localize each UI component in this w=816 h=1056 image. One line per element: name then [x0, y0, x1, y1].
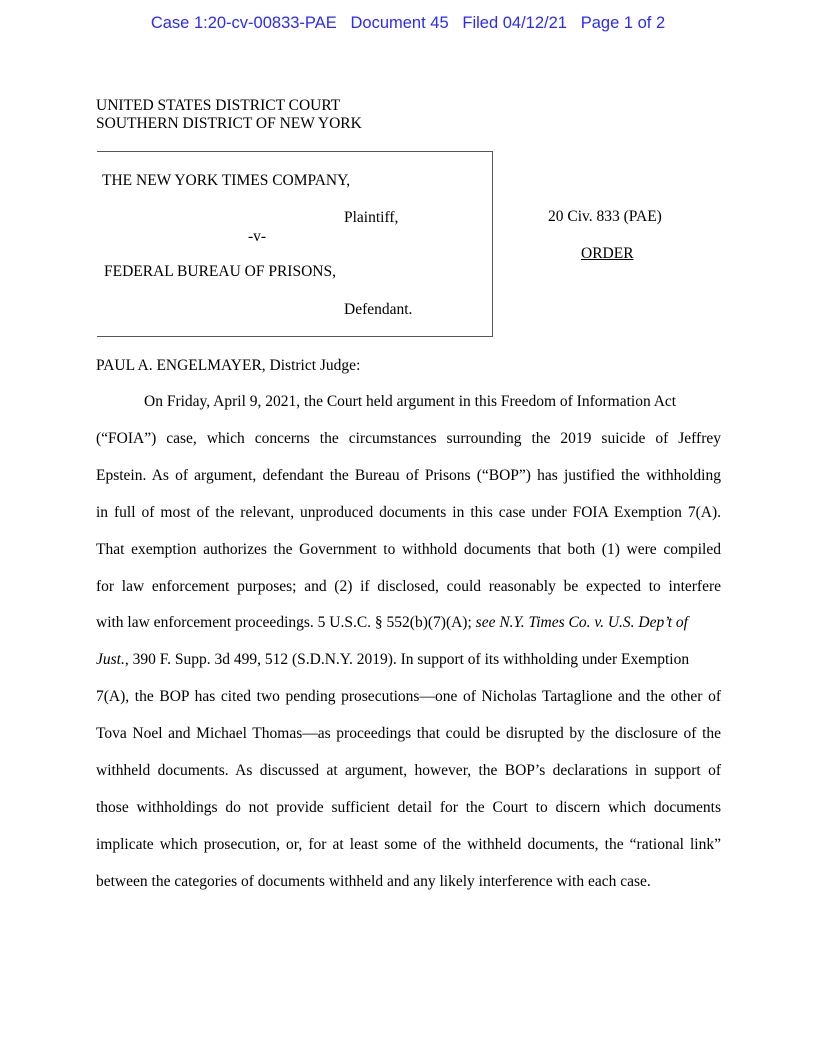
body-line-7 — [96, 605, 721, 642]
body-line-1: On Friday, April 9, 2021, the Court held argument in this Freedom of Information Act — [144, 393, 677, 410]
filed-date: Filed 04/12/21 — [462, 14, 567, 32]
body-line-6: for law enforcement purposes; and (2) if disclosed, could reasonably be expected to interfere — [96, 577, 721, 595]
citation-reporter: , 390 F. Supp. 3d 499, 512 (S.D.N.Y. 2019). In support of its withholding under Exemption — [124, 651, 690, 669]
citation-statute: with law enforcement proceedings. 5 U.S.C. § 552(b)(7)(A); — [96, 614, 476, 632]
court-district: SOUTHERN DISTRICT OF NEW YORK — [96, 115, 362, 132]
plaintiff-label: Plaintiff, — [344, 209, 399, 226]
ecf-header-stamp — [0, 14, 816, 33]
citation-case-italic-cont: Just. — [96, 651, 125, 669]
document-title: ORDER — [581, 245, 634, 262]
case-number: Case 1:20-cv-00833-PAE — [150, 14, 337, 32]
versus: -v- — [248, 228, 267, 245]
body-line-11: withheld documents. As discussed at argument, however, the BOP’s declarations in support of — [96, 762, 721, 780]
body-line-3: Epstein. As of argument, defendant the Bureau of Prisons (“BOP”) has justified the withholding — [96, 466, 721, 484]
document-number: Document 45 — [350, 14, 449, 32]
page-indicator: Page 1 of 2 — [580, 14, 666, 32]
docket-number: 20 Civ. 833 (PAE) — [548, 208, 662, 225]
order-body — [96, 384, 721, 901]
body-line-5: That exemption authorizes the Government to withhold documents that both (1) were compiled — [96, 540, 721, 558]
case-caption — [97, 151, 493, 337]
plaintiff-name: THE NEW YORK TIMES COMPANY, — [102, 172, 351, 189]
defendant-label: Defendant. — [344, 301, 413, 318]
citation-case-italic: see N.Y. Times Co. v. U.S. Dep’t of — [475, 614, 688, 632]
court-heading — [96, 97, 362, 133]
body-line-12: those withholdings do not provide sufficient detail for the Court to discern which documents — [96, 798, 721, 816]
body-line-9: 7(A), the BOP has cited two pending prosecutions—one of Nicholas Tartaglione and the other of — [96, 688, 721, 706]
body-line-13: implicate which prosecution, or, for at least some of the withheld documents, the “rational link” — [96, 835, 721, 853]
body-line-2: (“FOIA”) case, which concerns the circumstances surrounding the 2019 suicide of Jeffrey — [96, 429, 721, 447]
defendant-name: FEDERAL BUREAU OF PRISONS, — [104, 263, 336, 280]
court-name: UNITED STATES DISTRICT COURT — [96, 97, 341, 114]
judge-line: PAUL A. ENGELMAYER, District Judge: — [96, 357, 361, 374]
body-line-14: between the categories of documents withheld and any likely interference with each case. — [96, 872, 651, 890]
body-line-4: in full of most of the relevant, unproduced documents in this case under FOIA Exemption 7(A). — [96, 503, 721, 521]
body-line-8 — [96, 642, 721, 679]
body-line-10: Tova Noel and Michael Thomas—as proceedings that could be disrupted by the disclosure of the — [96, 725, 721, 743]
